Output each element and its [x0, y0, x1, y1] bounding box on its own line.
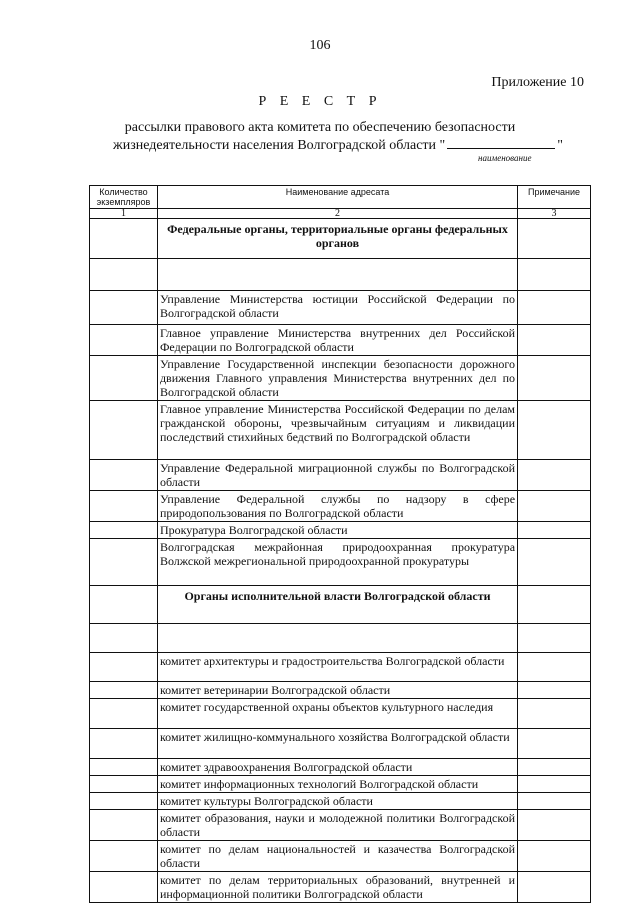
- table-row: [90, 872, 591, 903]
- quote-open: ": [439, 138, 446, 153]
- note-cell: [518, 325, 591, 356]
- quantity-cell: [90, 776, 158, 793]
- note-cell: [518, 776, 591, 793]
- spacer-row: [90, 259, 591, 291]
- appendix-label: Приложение 10: [491, 75, 584, 90]
- quantity-cell: [90, 522, 158, 539]
- note-cell: [518, 872, 591, 903]
- quantity-cell: [90, 539, 158, 586]
- quantity-cell: [90, 793, 158, 810]
- addressee-cell: Управление Государственной инспекции безопасности дорожного движения Главного управления Министерства внутренних дел по Волгоградской области: [157, 356, 517, 401]
- empty-cell: [157, 624, 517, 653]
- quantity-cell: [90, 356, 158, 401]
- table-row: [90, 653, 591, 682]
- addressee-cell: комитет государственной охраны объектов культурного наследия: [157, 699, 517, 729]
- note-cell: [518, 539, 591, 586]
- addressee-cell: Управление Федеральной миграционной службы по Волгоградской области: [157, 460, 517, 491]
- quantity-cell: [90, 759, 158, 776]
- subtitle-line-2: [18, 136, 640, 154]
- header-addressee: Наименование адресата: [157, 186, 517, 209]
- column-number-2: 2: [157, 209, 517, 219]
- quantity-cell: [90, 729, 158, 759]
- addressee-cell: Волгоградская межрайонная природоохранная прокуратура Волжской межрегиональной природоохранной прокуратуры: [157, 539, 517, 586]
- column-number-row: [90, 209, 591, 219]
- table-row: [90, 291, 591, 325]
- addressee-cell: комитет информационных технологий Волгоградской области: [157, 776, 517, 793]
- quantity-cell: [90, 586, 158, 624]
- table-row: [90, 539, 591, 586]
- table-row: [90, 793, 591, 810]
- addressee-cell: комитет по делам территориальных образований, внутренней и информационной политики Волгоградской области: [157, 872, 517, 903]
- note-cell: [518, 759, 591, 776]
- registry-table: [89, 185, 591, 903]
- note-cell: [518, 460, 591, 491]
- note-cell: [518, 586, 591, 624]
- page-number: 106: [309, 38, 331, 53]
- quantity-cell: [90, 291, 158, 325]
- note-cell: [518, 522, 591, 539]
- quantity-cell: [90, 491, 158, 522]
- addressee-cell: комитет архитектуры и градостроительства Волгоградской области: [157, 653, 517, 682]
- table-row: [90, 729, 591, 759]
- table-row: [90, 841, 591, 872]
- note-cell: [518, 653, 591, 682]
- addressee-cell: комитет здравоохранения Волгоградской области: [157, 759, 517, 776]
- note-cell: [518, 219, 591, 259]
- quantity-cell: [90, 653, 158, 682]
- quantity-cell: [90, 401, 158, 460]
- subtitle-line-1: рассылки правового акта комитета по обеспечению безопасности: [124, 120, 516, 135]
- empty-cell: [90, 259, 158, 291]
- addressee-cell: комитет образования, науки и молодежной политики Волгоградской области: [157, 810, 517, 841]
- note-cell: [518, 682, 591, 699]
- table-row: [90, 460, 591, 491]
- note-cell: [518, 729, 591, 759]
- addressee-cell: Главное управление Министерства Российской Федерации по делам гражданской обороны, чрезвычайным ситуациям и ликвидации последствий стихийных бедствий по Волгоградской области: [157, 401, 517, 460]
- header-note: Примечание: [518, 186, 591, 209]
- column-number-3: 3: [518, 209, 591, 219]
- quote-close: ": [557, 138, 563, 153]
- table-row: [90, 491, 591, 522]
- addressee-cell: Главное управление Министерства внутренних дел Российской Федерации по Волгоградской области: [157, 325, 517, 356]
- spacer-row: [90, 624, 591, 653]
- addressee-cell: комитет жилищно-коммунального хозяйства Волгоградской области: [157, 729, 517, 759]
- addressee-cell: Управление Министерства юстиции Российской Федерации по Волгоградской области: [157, 291, 517, 325]
- section-row: [90, 586, 591, 624]
- note-cell: [518, 793, 591, 810]
- addressee-cell: комитет ветеринарии Волгоградской области: [157, 682, 517, 699]
- subtitle-line-2-text: жизнедеятельности населения Волгоградской области: [113, 138, 437, 153]
- quantity-cell: [90, 699, 158, 729]
- empty-cell: [157, 259, 517, 291]
- note-cell: [518, 491, 591, 522]
- table-row: [90, 356, 591, 401]
- quantity-cell: [90, 810, 158, 841]
- note-cell: [518, 810, 591, 841]
- section-title: Федеральные органы, территориальные органы федеральных органов: [157, 219, 517, 259]
- document-title: Р Е Е С Т Р: [258, 94, 382, 109]
- addressee-cell: комитет культуры Волгоградской области: [157, 793, 517, 810]
- table-row: [90, 682, 591, 699]
- empty-cell: [518, 624, 591, 653]
- note-cell: [518, 356, 591, 401]
- quantity-cell: [90, 460, 158, 491]
- note-cell: [518, 401, 591, 460]
- note-cell: [518, 291, 591, 325]
- document-subtitle: [0, 119, 640, 154]
- quantity-cell: [90, 325, 158, 356]
- table-row: [90, 810, 591, 841]
- quantity-cell: [90, 872, 158, 903]
- table-row: [90, 776, 591, 793]
- addressee-cell: комитет по делам национальностей и казачества Волгоградской области: [157, 841, 517, 872]
- quantity-cell: [90, 219, 158, 259]
- section-title: Органы исполнительной власти Волгоградской области: [157, 586, 517, 624]
- section-row: [90, 219, 591, 259]
- name-blank-line: [447, 136, 555, 149]
- table-row: [90, 699, 591, 729]
- table-row: [90, 325, 591, 356]
- addressee-cell: Прокуратура Волгоградской области: [157, 522, 517, 539]
- name-caption: наименование: [478, 153, 532, 163]
- table-row: [90, 522, 591, 539]
- quantity-cell: [90, 841, 158, 872]
- table-row: [90, 759, 591, 776]
- header-row: [90, 186, 591, 209]
- empty-cell: [518, 259, 591, 291]
- table-row: [90, 401, 591, 460]
- addressee-cell: Управление Федеральной службы по надзору в сфере природопользования по Волгоградской области: [157, 491, 517, 522]
- note-cell: [518, 841, 591, 872]
- header-quantity: Количество экземпляров: [90, 186, 158, 209]
- quantity-cell: [90, 682, 158, 699]
- empty-cell: [90, 624, 158, 653]
- column-number-1: 1: [90, 209, 158, 219]
- note-cell: [518, 699, 591, 729]
